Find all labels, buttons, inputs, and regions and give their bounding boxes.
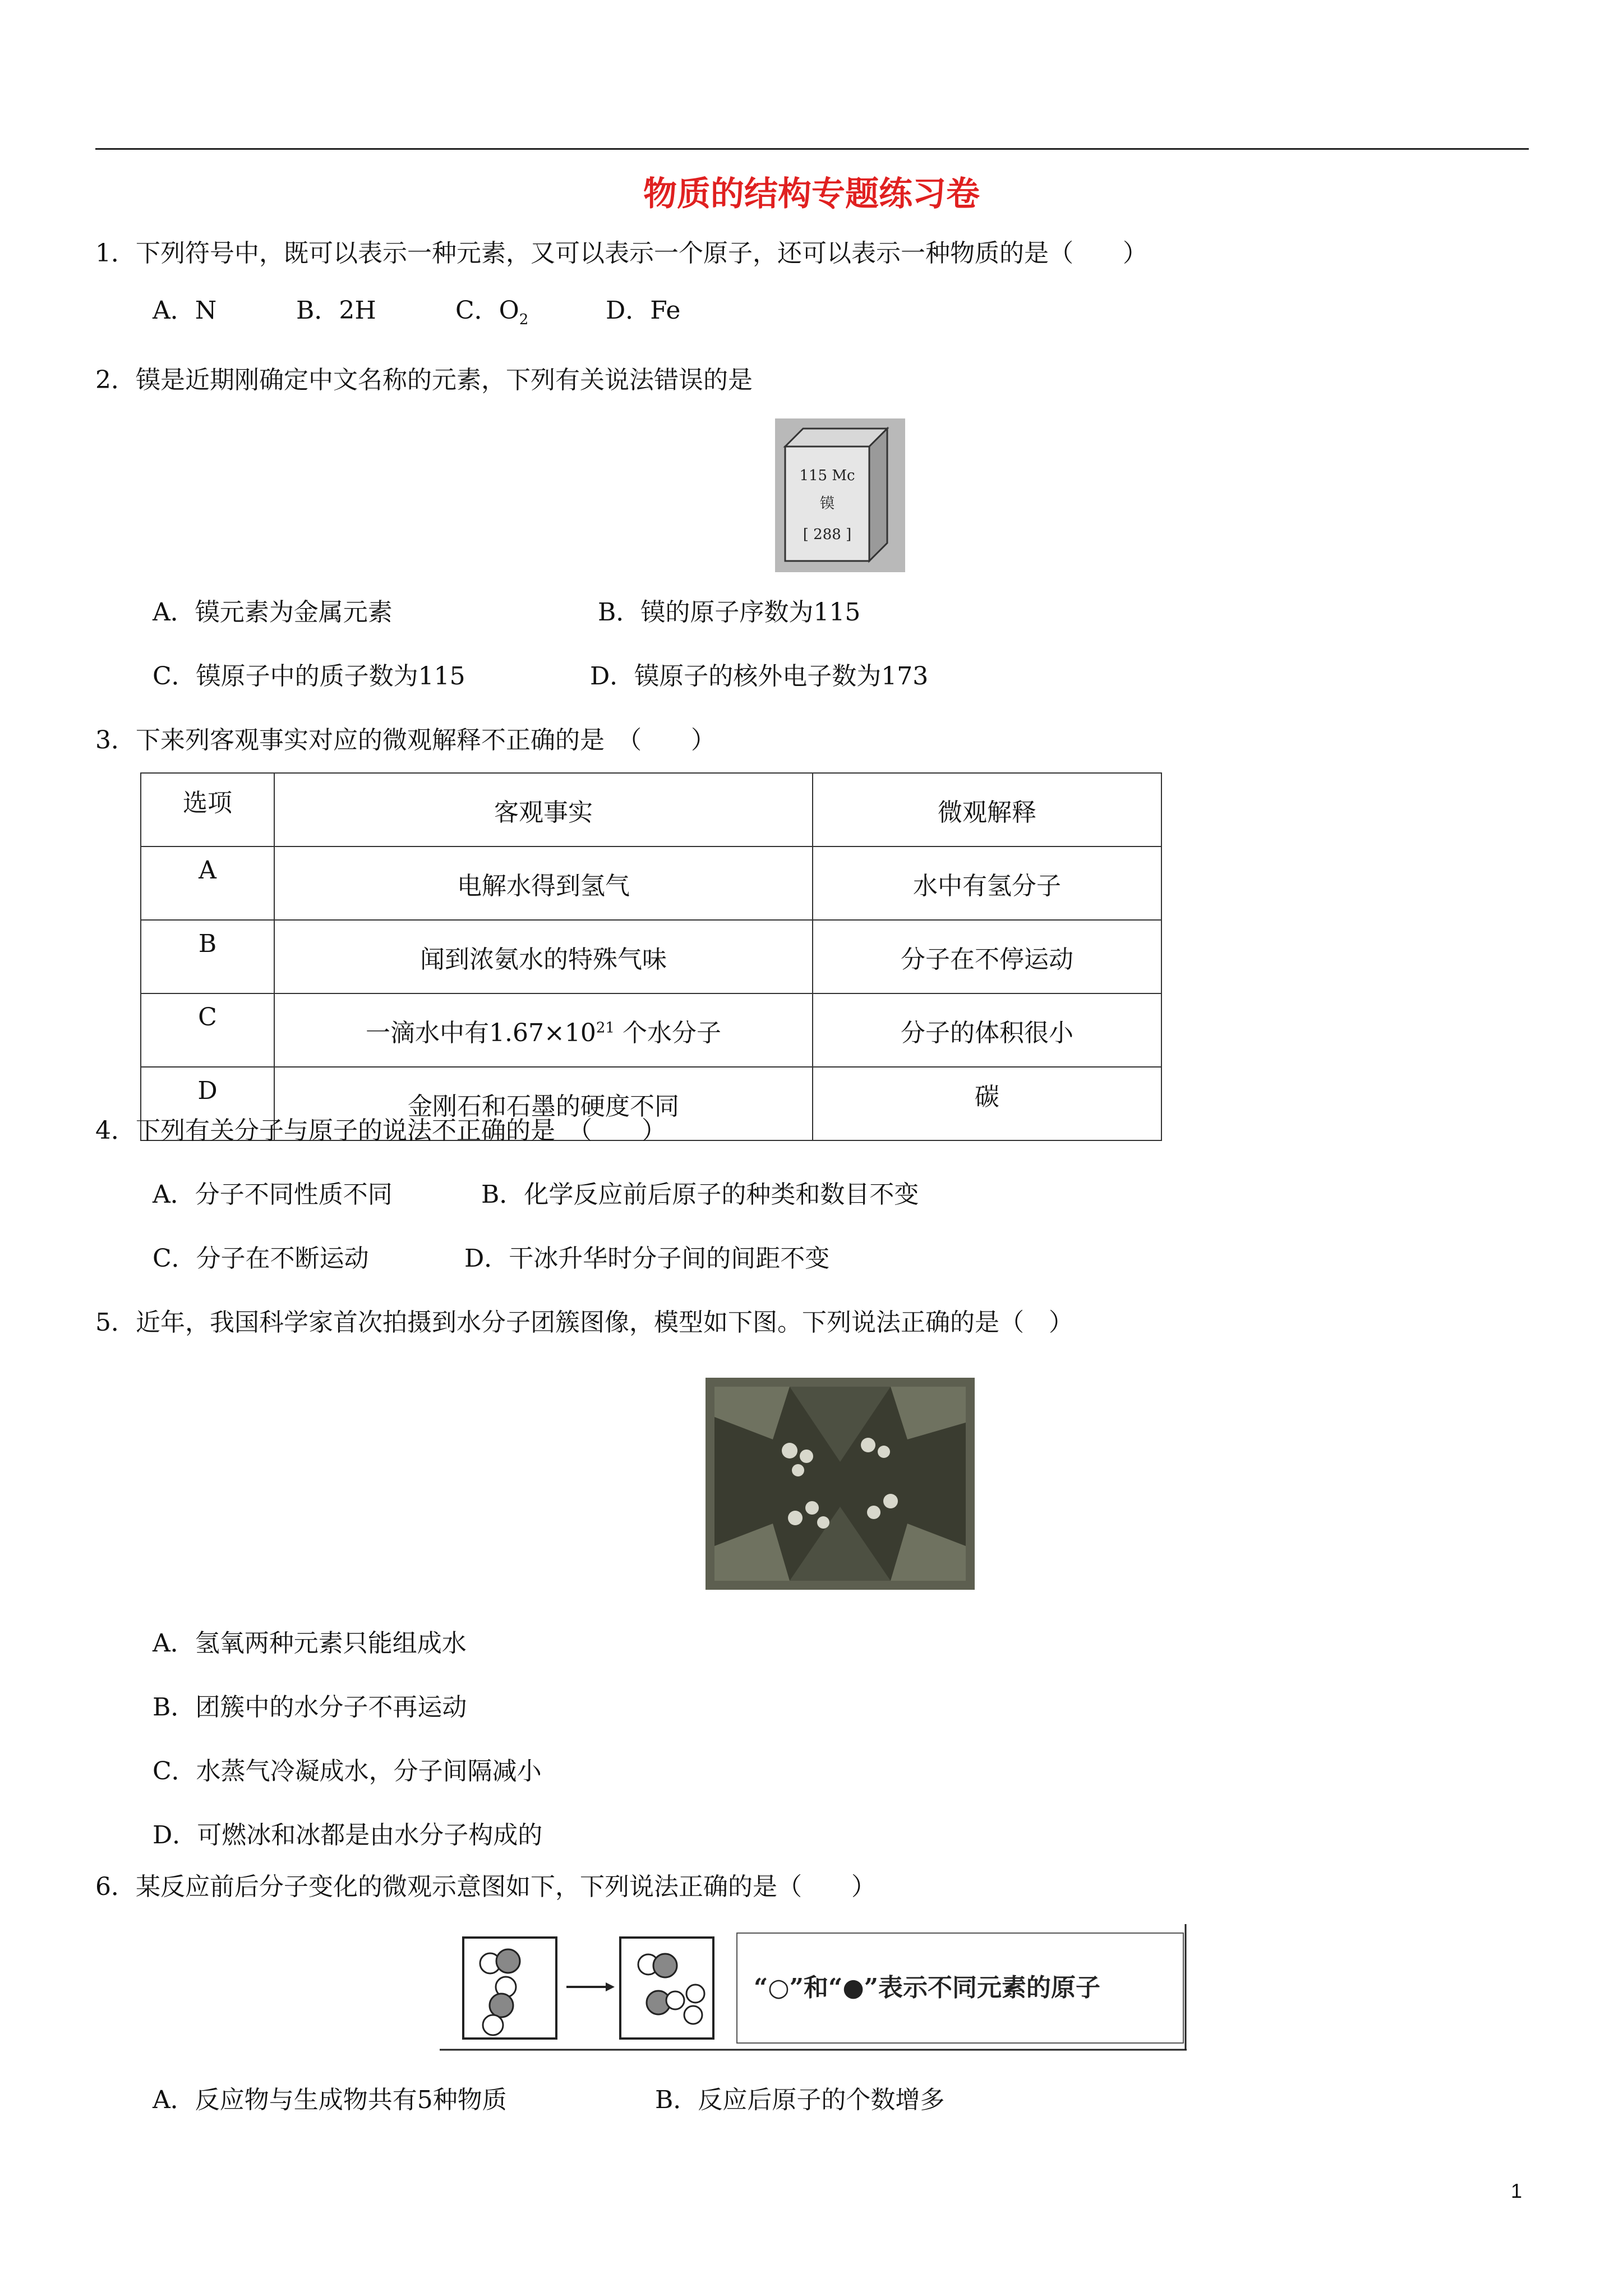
card-mass: [ 288 ]: [803, 526, 852, 543]
question-5-stem: 5．近年，我国科学家首次拍摄到水分子团簇图像，模型如下图。下列说法正确的是（ ）: [95, 1308, 1073, 1337]
row-option: C: [141, 993, 274, 1067]
q4-option-d: D．干冰升华时分子间的间距不变: [464, 1244, 830, 1273]
row-option: D: [141, 1067, 274, 1140]
question-3-stem: 3．下来列客观事实对应的微观解释不正确的是 （ ）: [95, 726, 716, 754]
page-number: 1: [1510, 2179, 1522, 2202]
row-option: A: [141, 846, 274, 920]
q6-option-a: A．反应物与生成物共有5种物质: [153, 2086, 507, 2114]
header-explain: 微观解释: [813, 773, 1161, 846]
before-molecules: [480, 1949, 520, 2035]
row-fact: 金刚石和石墨的硬度不同: [274, 1067, 813, 1140]
q2-option-b: B．镆的原子序数为115: [598, 598, 861, 627]
q1-option-b: B．2H: [296, 296, 376, 325]
table-row: [141, 846, 1161, 920]
element-card-image: [775, 418, 905, 572]
q1-option-c: C．$O_2$: [455, 296, 529, 328]
q5-option-a: A．氢氧两种元素只能组成水: [153, 1629, 467, 1658]
water-cluster-image: [706, 1378, 975, 1590]
question-6-stem: 6．某反应前后分子变化的微观示意图如下，下列说法正确的是（ ）: [95, 1872, 876, 1901]
row-explain: 分子在不停运动: [813, 920, 1161, 993]
q1-option-a: A．N: [153, 296, 217, 325]
q2-option-c: C．镆原子中的质子数为115: [153, 662, 465, 691]
q5-option-c: C．水蒸气冷凝成水，分子间隔减小: [153, 1757, 542, 1786]
card-number-symbol: 115 Mc: [799, 467, 855, 484]
row-option: B: [141, 920, 274, 993]
row-fact: 一滴水中有$1.67\times 10^{21}$ 个水分子: [274, 993, 813, 1067]
table-header-row: [141, 773, 1161, 846]
row-fact: 电解水得到氢气: [274, 846, 813, 920]
after-molecules: [638, 1954, 704, 2024]
row-explain: 水中有氢分子: [813, 846, 1161, 920]
question-2-stem: 2．镆是近期刚确定中文名称的元素，下列有关说法错误的是: [95, 366, 753, 394]
q2-option-a: A．镆元素为金属元素: [153, 598, 393, 627]
q5-option-d: D．可燃冰和冰都是由水分子构成的: [153, 1821, 543, 1849]
row-fact: 闻到浓氨水的特殊气味: [274, 920, 813, 993]
q3-table: [140, 772, 1162, 1141]
table-row: [141, 993, 1161, 1067]
row-explain: 碳: [813, 1067, 1161, 1140]
header-option: 选项: [141, 773, 274, 846]
card-name: 镆: [819, 495, 835, 512]
q4-option-c: C．分子在不断运动: [153, 1244, 369, 1273]
q1-option-d: D．Fe: [606, 296, 681, 325]
q5-option-b: B．团簇中的水分子不再运动: [153, 1693, 467, 1722]
q4-option-a: A．分子不同性质不同: [153, 1180, 393, 1209]
header-rule: [95, 148, 1529, 150]
reaction-diagram: [440, 1924, 1187, 2051]
header-fact: 客观事实: [274, 773, 813, 846]
page-title: 物质的结构专题练习卷: [643, 174, 980, 214]
question-1-stem: 1．下列符号中，既可以表示一种元素，又可以表示一个原子，还可以表示一种物质的是（ ）: [95, 239, 1147, 268]
table-row: [141, 920, 1161, 993]
question-4-stem: 4．下列有关分子与原子的说法不正确的是 （ ）: [95, 1116, 666, 1145]
legend-text: “○”和“●”表示不同元素的原子: [754, 1973, 1101, 2002]
q4-option-b: B．化学反应前后原子的种类和数目不变: [481, 1180, 919, 1209]
q2-option-d: D．镆原子的核外电子数为173: [590, 662, 929, 691]
row-explain: 分子的体积很小: [813, 993, 1161, 1067]
q6-option-b: B．反应后原子的个数增多: [655, 2086, 945, 2114]
